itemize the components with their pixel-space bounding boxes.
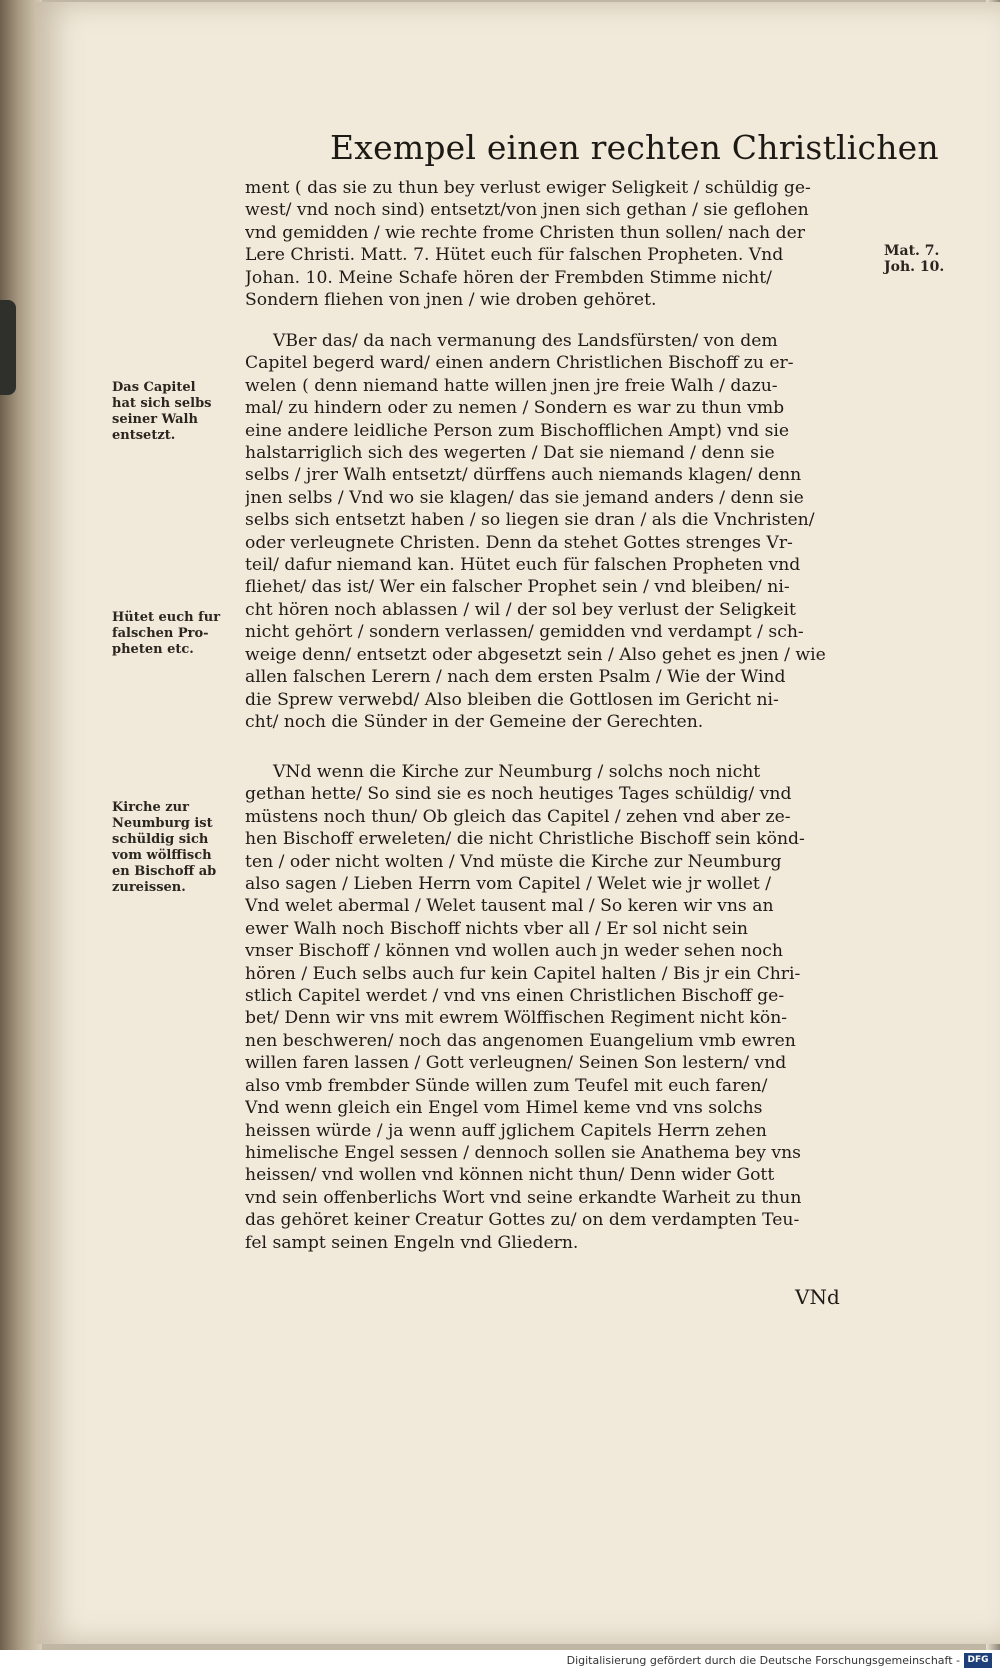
running-head: Exempel einen rechten Christlichen: [330, 128, 939, 167]
text-line: ment ( das sie zu thun bey verlust ewiger Seligkeit / schüldig ge-: [245, 178, 811, 198]
margin-note-line: Hütet euch fur: [112, 610, 221, 625]
text-line: selbs sich entsetzt haben / so liegen sie dran / als die Vnchristen/: [245, 510, 815, 531]
text-line: VBer das/ da nach vermanung des Landsfürsten/ von dem: [273, 331, 778, 351]
paragraph-2: [245, 330, 885, 733]
margin-note-line: en Bischoff ab: [112, 864, 217, 879]
text-line: himelische Engel sessen / dennoch sollen sie Anathema bey vns: [245, 1142, 801, 1163]
margin-note-line: Das Capitel: [112, 380, 196, 395]
margin-note-line: Joh. 10.: [884, 259, 945, 275]
text-line: vnser Bischoff / können vnd wollen auch jn weder sehen noch: [245, 941, 783, 962]
margin-note-kirche: [112, 800, 242, 896]
paragraph-3: [245, 761, 885, 1254]
margin-note-huetet: [112, 610, 242, 658]
text-line: heissen/ vnd wollen vnd können nicht thun/ Denn wider Gott: [245, 1165, 775, 1186]
text-line: halstarriglich sich des wegerten / Dat sie niemand / denn sie: [245, 443, 775, 464]
text-line: Vnd wenn gleich ein Engel vom Himel keme vnd vns solchs: [245, 1098, 763, 1119]
text-line: bet/ Denn wir vns mit ewrem Wölffischen Regiment nicht kön-: [245, 1008, 788, 1029]
text-line: hen Bischoff erweleten/ die nicht Christliche Bischoff sein könd-: [245, 829, 805, 850]
paragraph-1: [245, 177, 885, 311]
text-line: cht hören noch ablassen / wil / der sol bey verlust der Seligkeit: [245, 599, 796, 620]
text-line: eine andere leidliche Person zum Bischofflichen Ampt) vnd sie: [245, 420, 790, 441]
text-line: nicht gehört / sondern verlassen/ gemidden vnd verdampt / sch-: [245, 622, 804, 643]
text-line: die Sprew verwebd/ Also bleiben die Gottlosen im Gericht ni-: [245, 689, 779, 710]
text-line: teil/ dafur niemand kan. Hütet euch für falschen Propheten vnd: [245, 555, 801, 576]
margin-note-line: Kirche zur: [112, 800, 189, 815]
text-line: hören / Euch selbs auch fur kein Capitel halten / Bis jr ein Chri-: [245, 963, 801, 984]
text-line: fliehet/ das ist/ Wer ein falscher Prophet sein / vnd bleiben/ ni-: [245, 577, 790, 598]
dfg-logo: DFG: [964, 1653, 992, 1668]
text-line: vnd sein offenberlichs Wort vnd seine erkandte Warheit zu thun: [245, 1187, 802, 1208]
margin-note-line: falschen Pro-: [112, 626, 209, 641]
text-line: Sondern fliehen von jnen / wie droben gehöret.: [245, 290, 657, 311]
margin-note-scripture-refs: [884, 243, 966, 275]
binding-clasp: [0, 300, 16, 395]
text-line: VNd wenn die Kirche zur Neumburg / solchs noch nicht: [273, 762, 761, 782]
text-line: müstens noch thun/ Ob gleich das Capitel / zehen vnd aber ze-: [245, 806, 791, 827]
text-line: heissen würde / ja wenn auff jglichem Capitels Herrn zehen: [245, 1120, 767, 1141]
margin-note-line: schüldig sich: [112, 832, 209, 847]
text-line: cht/ noch die Sünder in der Gemeine der Gerechten.: [245, 711, 704, 732]
text-line: selbs / jrer Walh entsetzt/ dürffens auch niemands klagen/ denn: [245, 465, 802, 486]
text-line: nen beschweren/ noch das angenomen Euangelium vmb ewren: [245, 1030, 796, 1051]
margin-note-line: Mat. 7.: [884, 243, 940, 259]
text-line: Vnd welet abermal / Welet tausent mal / So keren wir vns an: [245, 896, 774, 917]
text-line: Johan. 10. Meine Schafe hören der Frembden Stimme nicht/: [245, 267, 772, 288]
catchword: VNd: [795, 1285, 840, 1309]
text-line: gethan hette/ So sind sie es noch heutiges Tages schüldig/ vnd: [245, 784, 792, 805]
text-line: stlich Capitel werdet / vnd vns einen Christlichen Bischoff ge-: [245, 986, 785, 1007]
text-line: das gehöret keiner Creatur Gottes zu/ on dem verdampten Teu-: [245, 1210, 800, 1231]
text-line: weige denn/ entsetzt oder abgesetzt sein / Also gehet es jnen / wie: [245, 644, 826, 665]
text-line: mal/ zu hindern oder zu nemen / Sondern es war zu thun vmb: [245, 398, 785, 419]
text-line: fel sampt seinen Engeln vnd Gliedern.: [245, 1232, 579, 1253]
text-line: Lere Christi. Matt. 7. Hütet euch für falschen Propheten. Vnd: [245, 245, 784, 266]
margin-note-line: zureissen.: [112, 880, 186, 895]
footer-credit: Digitalisierung gefördert durch die Deutsche Forschungsgemeinschaft -: [566, 1654, 960, 1667]
text-line: ten / oder nicht wolten / Vnd müste die Kirche zur Neumburg: [245, 851, 782, 872]
margin-note-line: vom wölffisch: [112, 848, 212, 863]
margin-note-line: Neumburg ist: [112, 816, 213, 831]
margin-note-line: seiner Walh: [112, 412, 198, 427]
text-line: west/ vnd noch sind) entsetzt/von jnen sich gethan / sie geflohen: [245, 200, 809, 221]
margin-note-capitel: [112, 380, 242, 444]
text-line: willen faren lassen / Gott verleugnen/ Seinen Son lestern/ vnd: [245, 1053, 787, 1074]
text-line: jnen selbs / Vnd wo sie klagen/ das sie jemand anders / denn sie: [245, 487, 804, 508]
text-line: oder verleugnete Christen. Denn da stehet Gottes strenges Vr-: [245, 532, 793, 553]
margin-note-line: entsetzt.: [112, 428, 176, 443]
text-line: welen ( denn niemand hatte willen jnen jre freie Walh / dazu-: [245, 375, 778, 396]
text-line: allen falschen Lerern / nach dem ersten Psalm / Wie der Wind: [245, 667, 786, 688]
text-line: also sagen / Lieben Herrn vom Capitel / Welet wie jr wollet /: [245, 874, 772, 895]
text-line: Capitel begerd ward/ einen andern Christlichen Bischoff zu er-: [245, 353, 794, 374]
text-line: also vmb frembder Sünde willen zum Teufel mit euch faren/: [245, 1075, 768, 1096]
text-line: ewer Walh noch Bischoff nichts vber all / Er sol nicht sein: [245, 918, 748, 939]
text-line: vnd gemidden / wie rechte frome Christen thun sollen/ nach der: [245, 222, 805, 243]
digitization-footer: [0, 1650, 1000, 1672]
margin-note-line: hat sich selbs: [112, 396, 212, 411]
margin-note-line: pheten etc.: [112, 642, 194, 657]
